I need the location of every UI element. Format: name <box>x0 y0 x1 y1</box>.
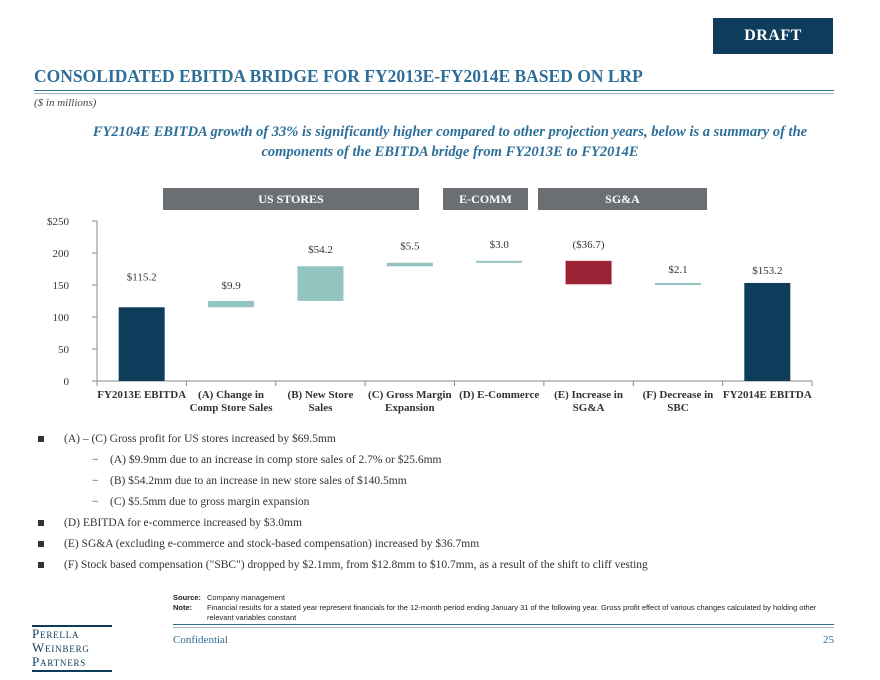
data-label: $5.5 <box>400 240 420 253</box>
sub-bullet-item: − (C) $5.5mm due to gross margin expansion <box>38 492 848 513</box>
decrease-bar <box>566 261 612 284</box>
increase-bar <box>387 263 433 267</box>
category-label: FY2013E EBITDA <box>97 389 187 401</box>
category-label: (D) E-Commerce <box>459 389 540 401</box>
note-row <box>173 603 833 623</box>
logo-line-2: Weinberg <box>32 640 90 655</box>
source-row <box>173 593 833 603</box>
note-text: Financial results for a stated year represent financials for the 12-month period ending January 31 of the following year. Gross profit effect of various changes calculated by holding other relevant variables constant <box>207 603 817 622</box>
y-tick-label: 50 <box>58 344 69 356</box>
y-tick-label: $250 <box>47 216 69 228</box>
confidential-label: Confidential <box>173 634 228 646</box>
data-label: ($36.7) <box>572 238 605 251</box>
bullet-item: (E) SG&A (excluding e-commerce and stock-based compensation) increased by $36.7mm <box>38 534 848 555</box>
group-band-e-comm: E-COMM <box>443 188 528 210</box>
summary-bullets <box>38 429 848 576</box>
data-label: $9.9 <box>221 279 241 292</box>
category-label: (F) Decrease in <box>642 389 714 401</box>
increase-bar <box>297 266 343 301</box>
y-tick-label: 0 <box>63 376 69 388</box>
headline: FY2104E EBITDA growth of 33% is significantly higher compared to other projection years, below is a summary of the components of the EBITDA bridge from FY2013E to FY2014E <box>92 124 808 160</box>
category-label: (A) Change in <box>198 389 265 401</box>
category-label: FY2014E EBITDA <box>722 389 812 401</box>
group-band-us-stores: US STORES <box>163 188 419 210</box>
increase-bar <box>476 261 522 263</box>
units-note: ($ in millions) <box>34 97 97 109</box>
category-label: SG&A <box>572 402 605 414</box>
bullet-item: (F) Stock based compensation ("SBC") dropped by $2.1mm, from $12.8mm to $10.7mm, as a result of the shift to cliff vesting <box>38 555 848 576</box>
logo-rule-bottom <box>32 670 112 672</box>
sub-bullet-item: − (A) $9.9mm due to an increase in comp store sales of 2.7% or $25.6mm <box>38 450 848 471</box>
footer-rule <box>173 624 834 625</box>
category-label: (C) Gross Margin <box>368 389 452 401</box>
category-label: (E) Increase in <box>554 389 623 401</box>
category-label: Expansion <box>385 402 435 414</box>
logo-line-1: Perella <box>32 626 80 641</box>
data-label: $115.2 <box>126 271 157 284</box>
source-text: Company management <box>207 593 285 602</box>
bullet-item: (D) EBITDA for e-commerce increased by $3.0mm <box>38 513 848 534</box>
y-tick-label: 150 <box>52 280 69 292</box>
category-label: Comp Store Sales <box>189 402 273 414</box>
draft-badge: DRAFT <box>713 18 833 54</box>
total-bar <box>119 307 165 381</box>
category-label: Sales <box>308 402 333 414</box>
y-tick-label: 100 <box>52 312 69 324</box>
total-bar <box>744 283 790 381</box>
bullet-item: (A) – (C) Gross profit for US stores increased by $69.5mm <box>38 429 848 450</box>
data-label: $153.2 <box>752 264 783 277</box>
page-number: 25 <box>823 634 834 646</box>
sub-bullet-item: − (B) $54.2mm due to an increase in new store sales of $140.5mm <box>38 471 848 492</box>
category-label: SBC <box>667 402 689 414</box>
category-label: (B) New Store <box>287 389 354 401</box>
notes <box>173 593 833 623</box>
logo-line-3: Partners <box>32 654 87 669</box>
data-label: $3.0 <box>489 238 509 251</box>
footer-rule-secondary <box>173 627 834 628</box>
source-label: Source: <box>173 593 201 602</box>
company-logo <box>32 624 118 672</box>
data-label: $54.2 <box>308 244 333 257</box>
data-label: $2.1 <box>668 263 688 276</box>
y-tick-label: 200 <box>52 248 69 260</box>
increase-bar <box>655 283 701 285</box>
note-label: Note: <box>173 603 193 612</box>
increase-bar <box>208 301 254 307</box>
page-title: CONSOLIDATED EBITDA BRIDGE FOR FY2013E-FY2014E BASED ON LRP <box>34 66 643 86</box>
group-band-sga: SG&A <box>538 188 707 210</box>
